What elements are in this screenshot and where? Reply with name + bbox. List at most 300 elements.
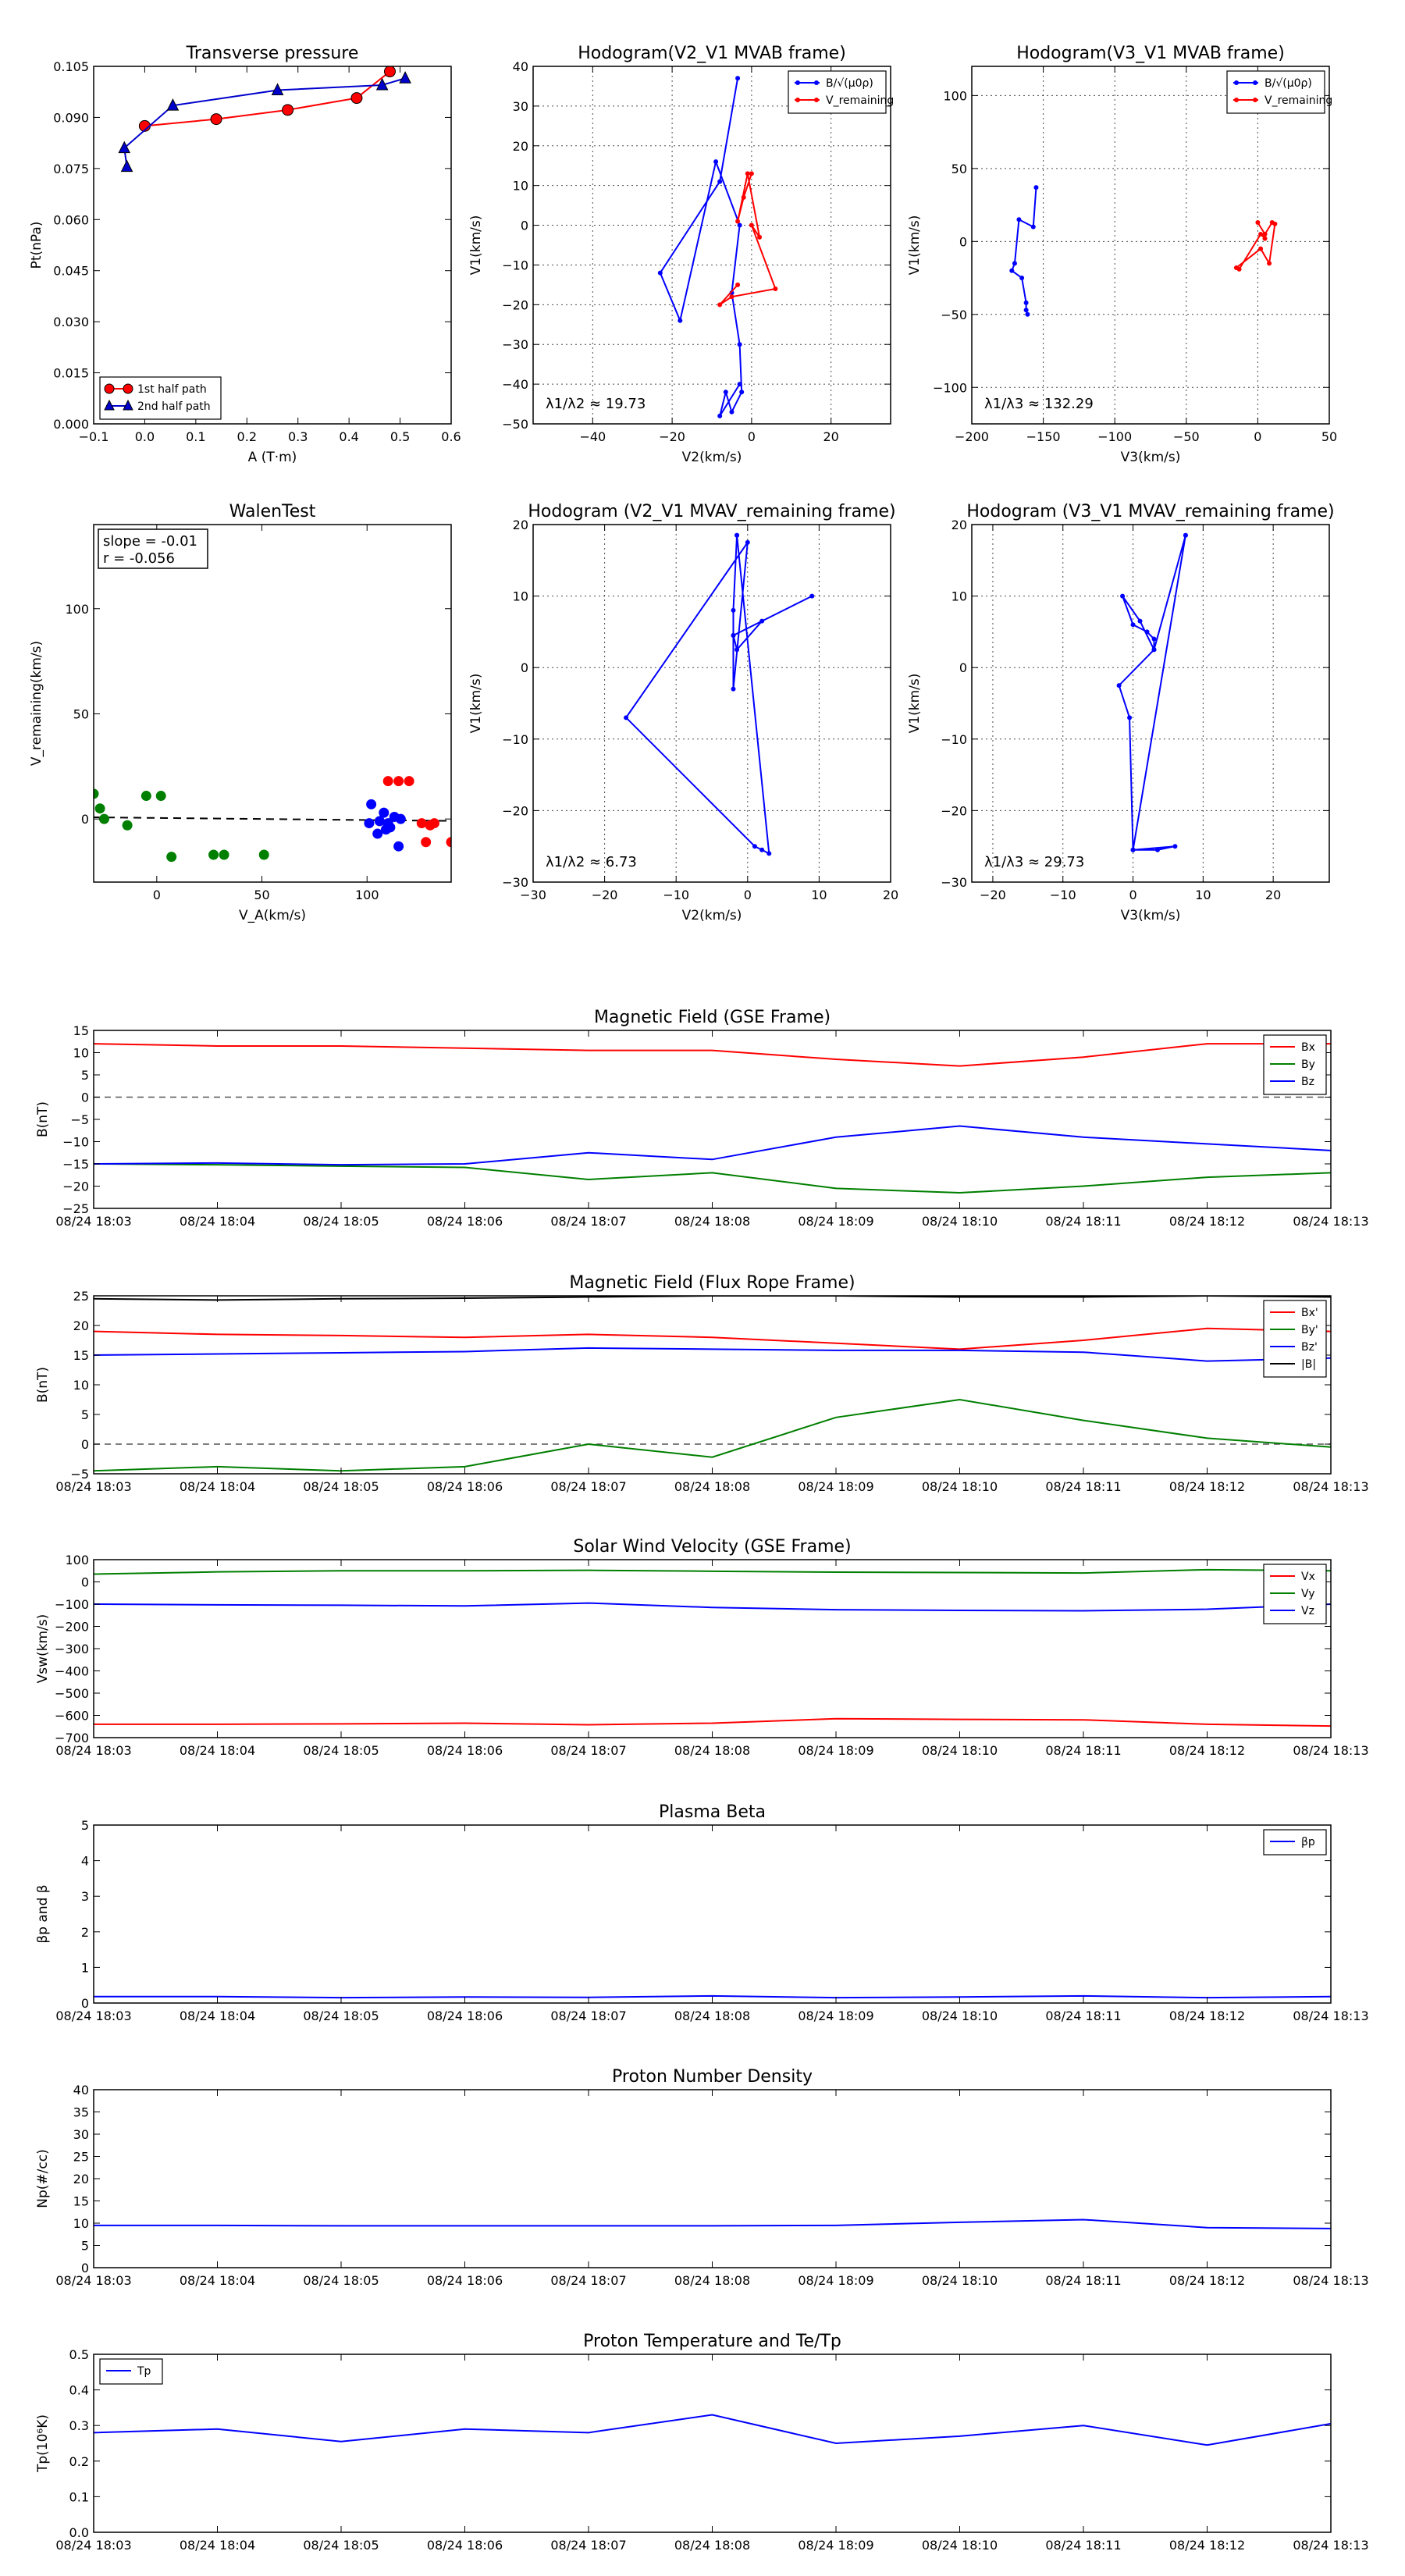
- legend-marker: [1253, 80, 1257, 85]
- y-tick-label: 0.5: [69, 2347, 89, 2362]
- legend-label: Bz: [1301, 1076, 1314, 1088]
- x-axis-label: V2(km/s): [681, 908, 742, 923]
- y-tick-label: 30: [512, 98, 528, 114]
- y-tick-label: 0.3: [69, 2418, 89, 2434]
- y-tick-label: 3: [80, 1889, 89, 1905]
- x-tick-label: 08/24 18:06: [426, 1479, 503, 1494]
- x-tick-label: 08/24 18:08: [674, 1214, 751, 1229]
- data-point: [396, 814, 405, 824]
- series-line-V: [1119, 535, 1186, 850]
- x-tick-label: −40: [579, 429, 606, 444]
- x-tick-label: 0.4: [339, 429, 359, 444]
- series-line-Bx': [94, 1329, 1331, 1350]
- x-tick-label: 08/24 18:13: [1293, 2008, 1369, 2023]
- x-tick-label: 08/24 18:12: [1168, 2008, 1246, 2023]
- y-tick-label: 10: [73, 1378, 89, 1393]
- stats-text: slope = -0.01: [103, 533, 197, 550]
- data-point: [1172, 844, 1177, 849]
- x-tick-label: 08/24 18:10: [921, 2538, 998, 2553]
- data-point: [1267, 261, 1272, 265]
- legend-label: V_remaining: [826, 94, 895, 107]
- x-tick-label: 08/24 18:07: [550, 1743, 627, 1758]
- y-tick-label: −100: [933, 380, 967, 396]
- plot-area: [624, 533, 814, 856]
- x-tick-label: −0.1: [78, 429, 109, 444]
- data-point: [394, 777, 404, 786]
- legend-label: 1st half path: [137, 383, 207, 396]
- data-point: [1255, 220, 1260, 225]
- x-tick-label: 08/24 18:13: [1293, 2273, 1369, 2288]
- x-tick-label: 08/24 18:10: [921, 2008, 998, 2023]
- data-point: [156, 792, 165, 801]
- y-tick-label: 10: [512, 589, 528, 604]
- y-tick-label: −30: [502, 337, 528, 353]
- plot-area: [1117, 533, 1188, 852]
- legend-label: Bx: [1301, 1041, 1315, 1054]
- data-point: [738, 342, 742, 347]
- data-point: [1131, 622, 1136, 627]
- y-tick-label: −50: [502, 417, 528, 432]
- eigen-ratio-annotation: λ1/λ2 ≈ 6.73: [546, 854, 637, 870]
- y-tick-label: −20: [62, 1179, 89, 1194]
- legend-label: Bx': [1301, 1307, 1318, 1319]
- x-tick-label: −10: [1049, 888, 1076, 902]
- y-tick-label: −40: [502, 377, 528, 393]
- data-point: [1025, 312, 1030, 317]
- x-tick-label: 08/24 18:11: [1045, 1214, 1122, 1229]
- y-tick-label: 30: [73, 2127, 89, 2142]
- x-tick-label: 08/24 18:09: [798, 1214, 874, 1229]
- data-point: [209, 850, 219, 859]
- x-tick-label: 10: [811, 888, 827, 902]
- data-point: [119, 142, 130, 153]
- y-tick-label: 1: [80, 1960, 89, 1976]
- data-point: [1272, 222, 1277, 226]
- x-tick-label: −20: [659, 429, 685, 444]
- x-axis-label: A (T·m): [247, 450, 297, 465]
- series-line-Np: [94, 2219, 1331, 2228]
- x-tick-label: 08/24 18:05: [303, 1214, 379, 1229]
- series-line-By': [94, 1400, 1331, 1471]
- data-point: [713, 159, 718, 164]
- x-tick-label: −100: [1097, 429, 1133, 444]
- x-tick-label: 08/24 18:06: [426, 2273, 503, 2288]
- data-point: [1127, 715, 1132, 720]
- axes-frame: [533, 525, 891, 882]
- y-tick-label: −30: [502, 875, 528, 890]
- chart-np: [35, 2067, 1369, 2288]
- data-point: [724, 390, 728, 394]
- x-tick-label: 08/24 18:10: [921, 1743, 998, 1758]
- x-tick-label: 08/24 18:04: [179, 2008, 256, 2023]
- x-tick-label: 08/24 18:08: [674, 2538, 751, 2553]
- x-tick-label: 08/24 18:05: [303, 2008, 379, 2023]
- data-point: [417, 819, 426, 828]
- y-tick-label: −25: [62, 1201, 89, 1216]
- x-tick-label: 08/24 18:09: [798, 2008, 874, 2023]
- x-tick-label: 08/24 18:03: [55, 1479, 132, 1494]
- y-tick-label: 0.105: [53, 59, 89, 74]
- legend-label: By: [1301, 1059, 1315, 1071]
- chart-pt: [29, 44, 461, 465]
- data-point: [1120, 594, 1125, 599]
- data-point: [773, 286, 777, 291]
- x-tick-label: 08/24 18:07: [550, 2008, 627, 2023]
- y-tick-label: 40: [512, 59, 528, 74]
- series-line-Bz: [94, 1126, 1331, 1165]
- data-point: [404, 777, 414, 786]
- y-tick-label: 5: [80, 2238, 89, 2254]
- data-point: [367, 799, 376, 809]
- legend-label: B/√(μ0ρ): [1264, 77, 1312, 90]
- y-tick-label: −15: [62, 1157, 89, 1172]
- x-tick-label: 08/24 18:06: [426, 2538, 503, 2553]
- data-point: [1263, 232, 1268, 237]
- x-tick-label: 08/24 18:12: [1168, 2273, 1246, 2288]
- chart-title: Plasma Beta: [659, 1802, 766, 1822]
- data-point: [757, 235, 762, 240]
- x-tick-label: 08/24 18:08: [674, 2273, 751, 2288]
- series-line-By: [94, 1164, 1331, 1193]
- y-axis-label: B(nT): [35, 1366, 51, 1404]
- series-line-Vx: [94, 1719, 1331, 1726]
- x-tick-label: 0: [747, 429, 756, 444]
- chart-title: WalenTest: [229, 502, 316, 521]
- data-point: [1183, 533, 1188, 538]
- chart-bgse: [35, 1008, 1369, 1229]
- x-tick-label: −200: [955, 429, 989, 444]
- data-point: [742, 195, 746, 200]
- y-axis-label: βp and β: [35, 1884, 51, 1944]
- legend-label: Vx: [1301, 1571, 1315, 1583]
- legend: [1264, 1830, 1326, 1855]
- x-tick-label: 08/24 18:06: [426, 2008, 503, 2023]
- legend-label: B/√(μ0ρ): [826, 77, 873, 90]
- data-point: [379, 808, 389, 817]
- data-point: [717, 302, 722, 307]
- x-tick-label: 20: [1264, 888, 1282, 902]
- y-tick-label: 5: [80, 1818, 89, 1833]
- chart-bfr: [35, 1273, 1369, 1494]
- axes-frame: [94, 525, 451, 882]
- legend-marker: [123, 384, 133, 393]
- x-tick-label: 08/24 18:03: [55, 2008, 132, 2023]
- legend: [100, 2359, 162, 2384]
- y-tick-label: 0.0: [69, 2525, 89, 2540]
- data-point: [731, 633, 735, 638]
- y-axis-label: V1(km/s): [468, 673, 484, 734]
- data-point: [729, 294, 734, 299]
- x-tick-label: 08/24 18:13: [1293, 2538, 1369, 2553]
- x-tick-label: 08/24 18:09: [798, 2273, 874, 2288]
- y-tick-label: −10: [62, 1134, 89, 1150]
- data-point: [1012, 261, 1017, 265]
- x-tick-label: 08/24 18:09: [798, 1479, 874, 1494]
- data-point: [678, 318, 682, 323]
- legend-label: βp: [1301, 1836, 1315, 1848]
- data-point: [731, 608, 735, 613]
- y-tick-label: 5: [80, 1068, 89, 1083]
- y-tick-label: −5: [70, 1112, 89, 1127]
- data-point: [1258, 247, 1263, 251]
- x-tick-label: 08/24 18:07: [550, 2538, 627, 2553]
- y-tick-label: 0.075: [53, 161, 89, 176]
- x-tick-label: 0.3: [287, 429, 308, 444]
- x-tick-label: 08/24 18:11: [1045, 2538, 1122, 2553]
- data-point: [211, 114, 222, 125]
- y-tick-label: 10: [73, 2216, 89, 2231]
- plot-area: [1009, 185, 1277, 317]
- x-tick-label: 08/24 18:07: [550, 1479, 627, 1494]
- chart-title: Magnetic Field (Flux Rope Frame): [569, 1273, 855, 1293]
- y-tick-label: 10: [512, 178, 528, 194]
- y-axis-label: V1(km/s): [907, 673, 923, 734]
- y-tick-label: 20: [73, 1318, 89, 1333]
- x-tick-label: 08/24 18:12: [1168, 1479, 1246, 1494]
- legend: [100, 377, 221, 419]
- axes-frame: [972, 525, 1329, 882]
- y-tick-label: −400: [55, 1663, 89, 1679]
- y-tick-label: −10: [502, 258, 528, 273]
- chart-walen: [29, 502, 456, 923]
- y-tick-label: −20: [502, 803, 528, 819]
- y-axis-label: B(nT): [35, 1101, 51, 1138]
- series-line-Bz': [94, 1348, 1331, 1361]
- y-tick-label: −10: [941, 731, 967, 747]
- series-line-V: [626, 535, 812, 854]
- legend-marker: [1253, 98, 1257, 102]
- x-tick-label: 20: [882, 888, 899, 902]
- data-point: [809, 594, 814, 599]
- y-tick-label: 0: [80, 1437, 89, 1452]
- series-line-Vz: [94, 1603, 1331, 1611]
- data-point: [717, 180, 722, 184]
- y-tick-label: 0: [80, 812, 89, 827]
- y-tick-label: 0: [80, 2261, 89, 2275]
- y-axis-label: Np(#/cc): [35, 2149, 51, 2208]
- axes-frame: [94, 2090, 1331, 2268]
- plot-area: [658, 76, 778, 418]
- series-line-Bx: [94, 1044, 1331, 1066]
- x-axis-label: V3(km/s): [1120, 450, 1181, 465]
- series-line-Tp: [94, 2415, 1331, 2446]
- x-tick-label: 100: [354, 888, 379, 902]
- x-tick-label: −20: [591, 888, 618, 902]
- x-axis-label: V2(km/s): [681, 450, 742, 465]
- x-tick-label: 08/24 18:11: [1045, 2008, 1122, 2023]
- data-point: [735, 219, 740, 223]
- data-point: [1024, 301, 1029, 305]
- x-tick-label: 08/24 18:05: [303, 1479, 379, 1494]
- y-tick-label: 15: [73, 1023, 89, 1038]
- legend-marker: [1234, 80, 1239, 85]
- y-tick-label: 20: [512, 138, 528, 154]
- legend-marker: [795, 98, 800, 102]
- y-tick-label: 0.045: [53, 263, 89, 279]
- y-tick-label: 0: [80, 1996, 89, 2011]
- data-point: [383, 777, 393, 786]
- y-tick-label: 0: [959, 660, 967, 676]
- data-point: [745, 171, 750, 176]
- x-tick-label: 08/24 18:13: [1293, 1479, 1369, 1494]
- data-point: [351, 93, 362, 104]
- x-tick-label: 08/24 18:10: [921, 2273, 998, 2288]
- y-tick-label: 0.030: [53, 315, 89, 330]
- y-tick-label: −100: [55, 1597, 89, 1612]
- data-point: [1138, 619, 1143, 624]
- chart-title: Proton Number Density: [612, 2067, 813, 2087]
- legend-marker: [814, 80, 819, 85]
- chart-h21: [468, 44, 894, 465]
- x-tick-label: 08/24 18:06: [426, 1743, 503, 1758]
- chart-beta: [35, 1802, 1369, 2023]
- y-tick-label: 35: [73, 2105, 89, 2120]
- stats-text: r = -0.056: [103, 550, 175, 567]
- legend-label: Vz: [1301, 1605, 1314, 1617]
- y-tick-label: −20: [502, 297, 528, 313]
- data-point: [735, 647, 739, 652]
- x-tick-label: 08/24 18:04: [179, 1743, 256, 1758]
- plot-area: [119, 66, 411, 172]
- data-point: [1145, 629, 1150, 634]
- y-tick-label: 20: [951, 518, 967, 532]
- x-tick-label: 08/24 18:04: [179, 2538, 256, 2553]
- x-tick-label: 08/24 18:04: [179, 1479, 256, 1494]
- y-tick-label: −500: [55, 1686, 89, 1701]
- data-point: [375, 817, 384, 826]
- data-point: [759, 848, 764, 852]
- data-point: [1019, 276, 1024, 280]
- x-tick-label: 08/24 18:09: [798, 1743, 874, 1758]
- x-tick-label: 08/24 18:04: [179, 2273, 256, 2288]
- data-point: [99, 814, 108, 824]
- x-tick-label: 0: [743, 888, 752, 902]
- chart-h21v: [468, 502, 898, 923]
- data-point: [141, 792, 151, 801]
- y-axis-label: Pt(nPa): [29, 221, 44, 269]
- x-axis-label: V_A(km/s): [238, 908, 307, 923]
- y-tick-label: 100: [65, 1553, 89, 1567]
- data-point: [122, 161, 133, 172]
- x-tick-label: 08/24 18:10: [921, 1214, 998, 1229]
- x-tick-label: 08/24 18:07: [550, 1214, 627, 1229]
- data-point: [1016, 217, 1021, 222]
- plot-area: [94, 1570, 1331, 1726]
- x-tick-label: 08/24 18:09: [798, 2538, 874, 2553]
- data-point: [1151, 647, 1156, 652]
- chart-title: Hodogram (V3_V1 MVAV_remaining frame): [966, 502, 1335, 521]
- chart-title: Hodogram(V2_V1 MVAB frame): [578, 44, 846, 63]
- chart-tp: [35, 2332, 1369, 2553]
- data-point: [1151, 637, 1156, 642]
- series-line-Vy: [94, 1570, 1331, 1574]
- x-tick-label: −20: [980, 888, 1006, 902]
- x-tick-label: 08/24 18:04: [179, 1214, 256, 1229]
- chart-h31: [907, 44, 1337, 465]
- y-tick-label: 100: [943, 88, 967, 104]
- data-point: [739, 390, 744, 394]
- data-point: [1263, 237, 1268, 241]
- plot-area: [94, 2219, 1331, 2228]
- legend-label: Vy: [1301, 1588, 1315, 1600]
- series-line-2nd half path: [124, 78, 405, 166]
- y-tick-label: 0.2: [69, 2453, 89, 2469]
- data-point: [735, 533, 739, 538]
- y-tick-label: 20: [512, 518, 528, 532]
- x-tick-label: 08/24 18:07: [550, 2273, 627, 2288]
- legend-label: By': [1301, 1324, 1318, 1336]
- y-tick-label: 5: [80, 1407, 89, 1422]
- data-point: [365, 819, 374, 828]
- y-tick-label: 0: [959, 234, 967, 250]
- data-point: [259, 850, 269, 859]
- data-point: [749, 223, 754, 228]
- x-tick-label: 08/24 18:08: [674, 1479, 751, 1494]
- y-tick-label: −30: [941, 875, 967, 890]
- y-tick-label: 25: [73, 2149, 89, 2165]
- y-axis-label: V1(km/s): [468, 215, 484, 276]
- x-tick-label: 08/24 18:12: [1168, 1214, 1246, 1229]
- data-point: [386, 823, 395, 832]
- x-tick-label: 08/24 18:13: [1293, 1743, 1369, 1758]
- y-tick-label: 0.015: [53, 365, 89, 381]
- y-tick-label: 0.1: [69, 2489, 89, 2505]
- y-tick-label: 0: [520, 218, 528, 233]
- plot-area: [94, 2415, 1331, 2446]
- y-tick-label: 0.060: [53, 212, 89, 228]
- legend: [788, 71, 894, 113]
- legend-marker: [105, 384, 114, 393]
- x-tick-label: 08/24 18:11: [1045, 1743, 1122, 1758]
- y-tick-label: 50: [73, 706, 89, 722]
- x-tick-label: −150: [1026, 429, 1061, 444]
- legend-label: Bz': [1301, 1341, 1318, 1354]
- data-point: [738, 382, 742, 386]
- data-point: [429, 819, 439, 828]
- legend: [1264, 1564, 1326, 1624]
- data-point: [735, 283, 740, 287]
- legend-marker: [814, 98, 819, 102]
- y-tick-label: 0: [520, 660, 528, 676]
- y-axis-label: Vsw(km/s): [35, 1614, 51, 1684]
- data-point: [123, 820, 132, 830]
- y-tick-label: 20: [73, 2172, 89, 2186]
- data-point: [1031, 225, 1036, 229]
- eigen-ratio-annotation: λ1/λ2 ≈ 19.73: [546, 396, 646, 412]
- y-tick-label: 0: [80, 1574, 89, 1590]
- y-tick-label: 15: [73, 2194, 89, 2209]
- data-point: [219, 850, 229, 859]
- data-point: [95, 804, 105, 813]
- legend-label: 2nd half path: [137, 400, 211, 413]
- legend-label: Tp: [137, 2365, 151, 2378]
- plot-area: [94, 1044, 1331, 1193]
- x-tick-label: 08/24 18:11: [1045, 1479, 1122, 1494]
- data-point: [717, 414, 722, 418]
- x-tick-label: 0: [1129, 888, 1137, 902]
- data-point: [658, 271, 663, 276]
- y-tick-label: −600: [55, 1708, 89, 1724]
- chart-title: Hodogram (V2_V1 MVAV_remaining frame): [528, 502, 896, 521]
- y-tick-label: 0.000: [53, 417, 89, 432]
- y-tick-label: 10: [73, 1045, 89, 1061]
- series-line-B/√(μ0ρ): [1012, 187, 1036, 315]
- x-tick-label: 08/24 18:03: [55, 1214, 132, 1229]
- y-tick-label: 4: [80, 1853, 89, 1869]
- x-tick-label: 08/24 18:05: [303, 2538, 379, 2553]
- data-point: [1155, 848, 1160, 852]
- x-tick-label: −10: [663, 888, 690, 902]
